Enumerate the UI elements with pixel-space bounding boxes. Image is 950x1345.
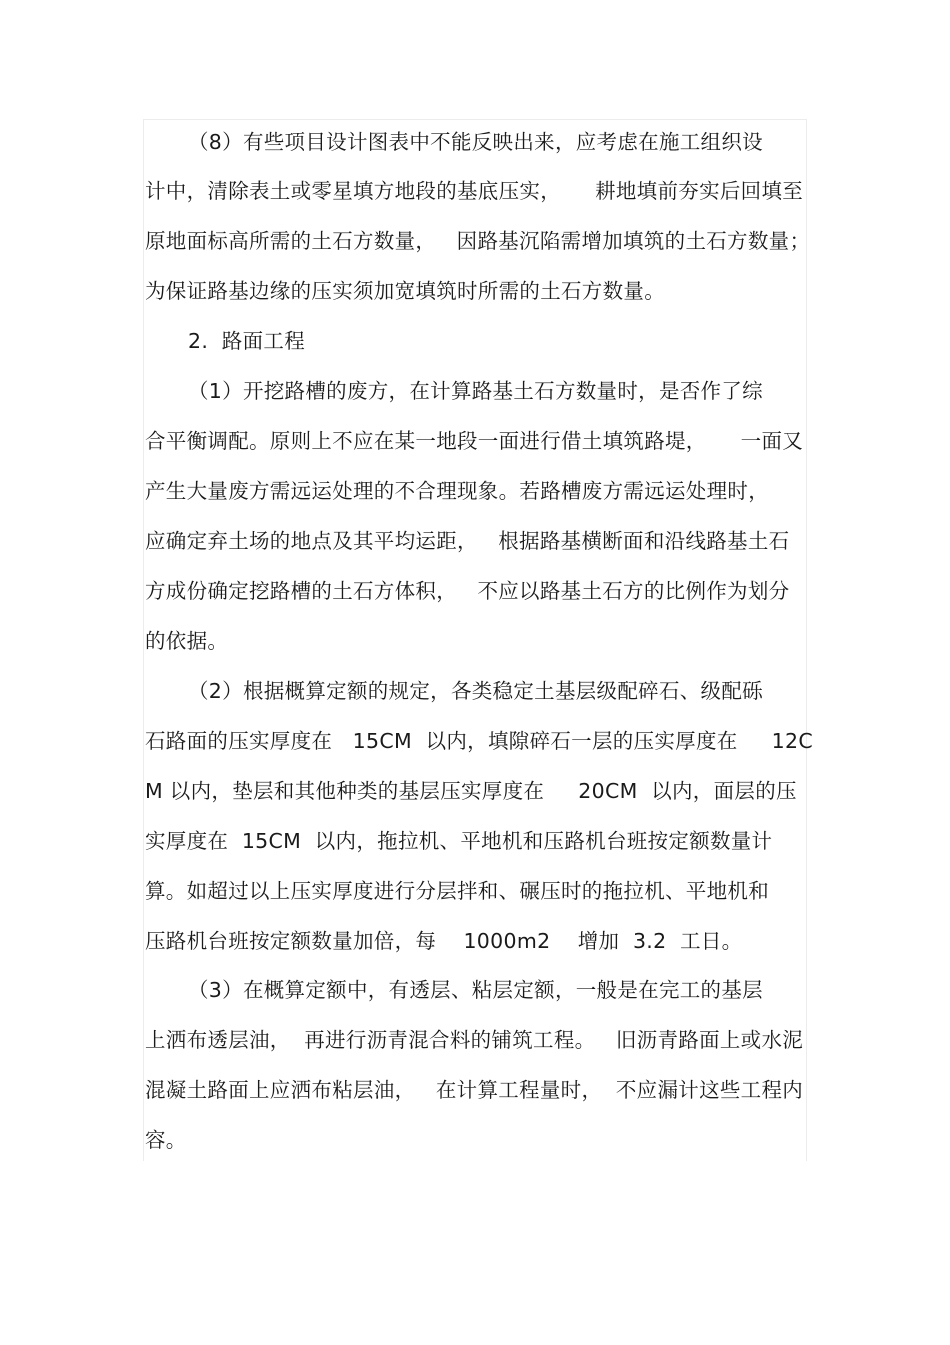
paragraph-8-line-4: 为保证路基边缘的压实须加宽填筑时所需的土石方数量。	[145, 279, 665, 303]
paragraph-3-line-1: （3）在概算定额中，有透层、粘层定额，一般是在完工的基层	[188, 978, 763, 1002]
paragraph-2-line-6: 压路机台班按定额数量加倍，每 1000m2 增加 3.2 工日。	[145, 929, 743, 953]
paragraph-3-line-3: 混凝土路面上应洒布粘层油， 在计算工程量时， 不应漏计这些工程内	[145, 1078, 804, 1102]
paragraph-1-line-2: 合平衡调配。原则上不应在某一地段一面进行借土填筑路堤， 一面又	[145, 429, 804, 453]
paragraph-1-line-5: 方成份确定挖路槽的土石方体积， 不应以路基土石方的比例作为划分	[145, 579, 790, 603]
paragraph-1-line-1: （1）开挖路槽的废方，在计算路基土石方数量时，是否作了综	[188, 379, 763, 403]
paragraph-1-line-6: 的依据。	[145, 629, 229, 653]
paragraph-8-line-1: （8）有些项目设计图表中不能反映出来，应考虑在施工组织设	[188, 130, 763, 154]
page-frame	[143, 119, 807, 1161]
paragraph-8-line-2: 计中，清除表土或零星填方地段的基底压实， 耕地填前夯实后回填至	[145, 179, 804, 203]
paragraph-1-line-4: 应确定弃土场的地点及其平均运距， 根据路基横断面和沿线路基土石	[145, 529, 790, 553]
paragraph-2-line-3: M 以内，垫层和其他种类的基层压实厚度在 20CM 以内，面层的压	[145, 779, 797, 803]
paragraph-2-line-1: （2）根据概算定额的规定，各类稳定土基层级配碎石、级配砾	[188, 679, 763, 703]
paragraph-3-line-4: 容。	[145, 1128, 187, 1152]
paragraph-8-line-3: 原地面标高所需的土石方数量， 因路基沉陷需增加填筑的土石方数量；	[145, 229, 811, 253]
paragraph-3-line-2: 上洒布透层油， 再进行沥青混合料的铺筑工程。 旧沥青路面上或水泥	[145, 1028, 804, 1052]
paragraph-2-line-4: 实厚度在 15CM 以内，拖拉机、平地机和压路机台班按定额数量计	[145, 829, 773, 853]
section-heading-pavement: 2. 路面工程	[188, 329, 305, 353]
paragraph-2-line-2: 石路面的压实厚度在 15CM 以内，填隙碎石一层的压实厚度在 12C	[145, 729, 813, 753]
paragraph-2-line-5: 算。如超过以上压实厚度进行分层拌和、碾压时的拖拉机、平地机和	[145, 879, 769, 903]
paragraph-1-line-3: 产生大量废方需远运处理的不合理现象。若路槽废方需远运处理时，	[145, 479, 769, 503]
